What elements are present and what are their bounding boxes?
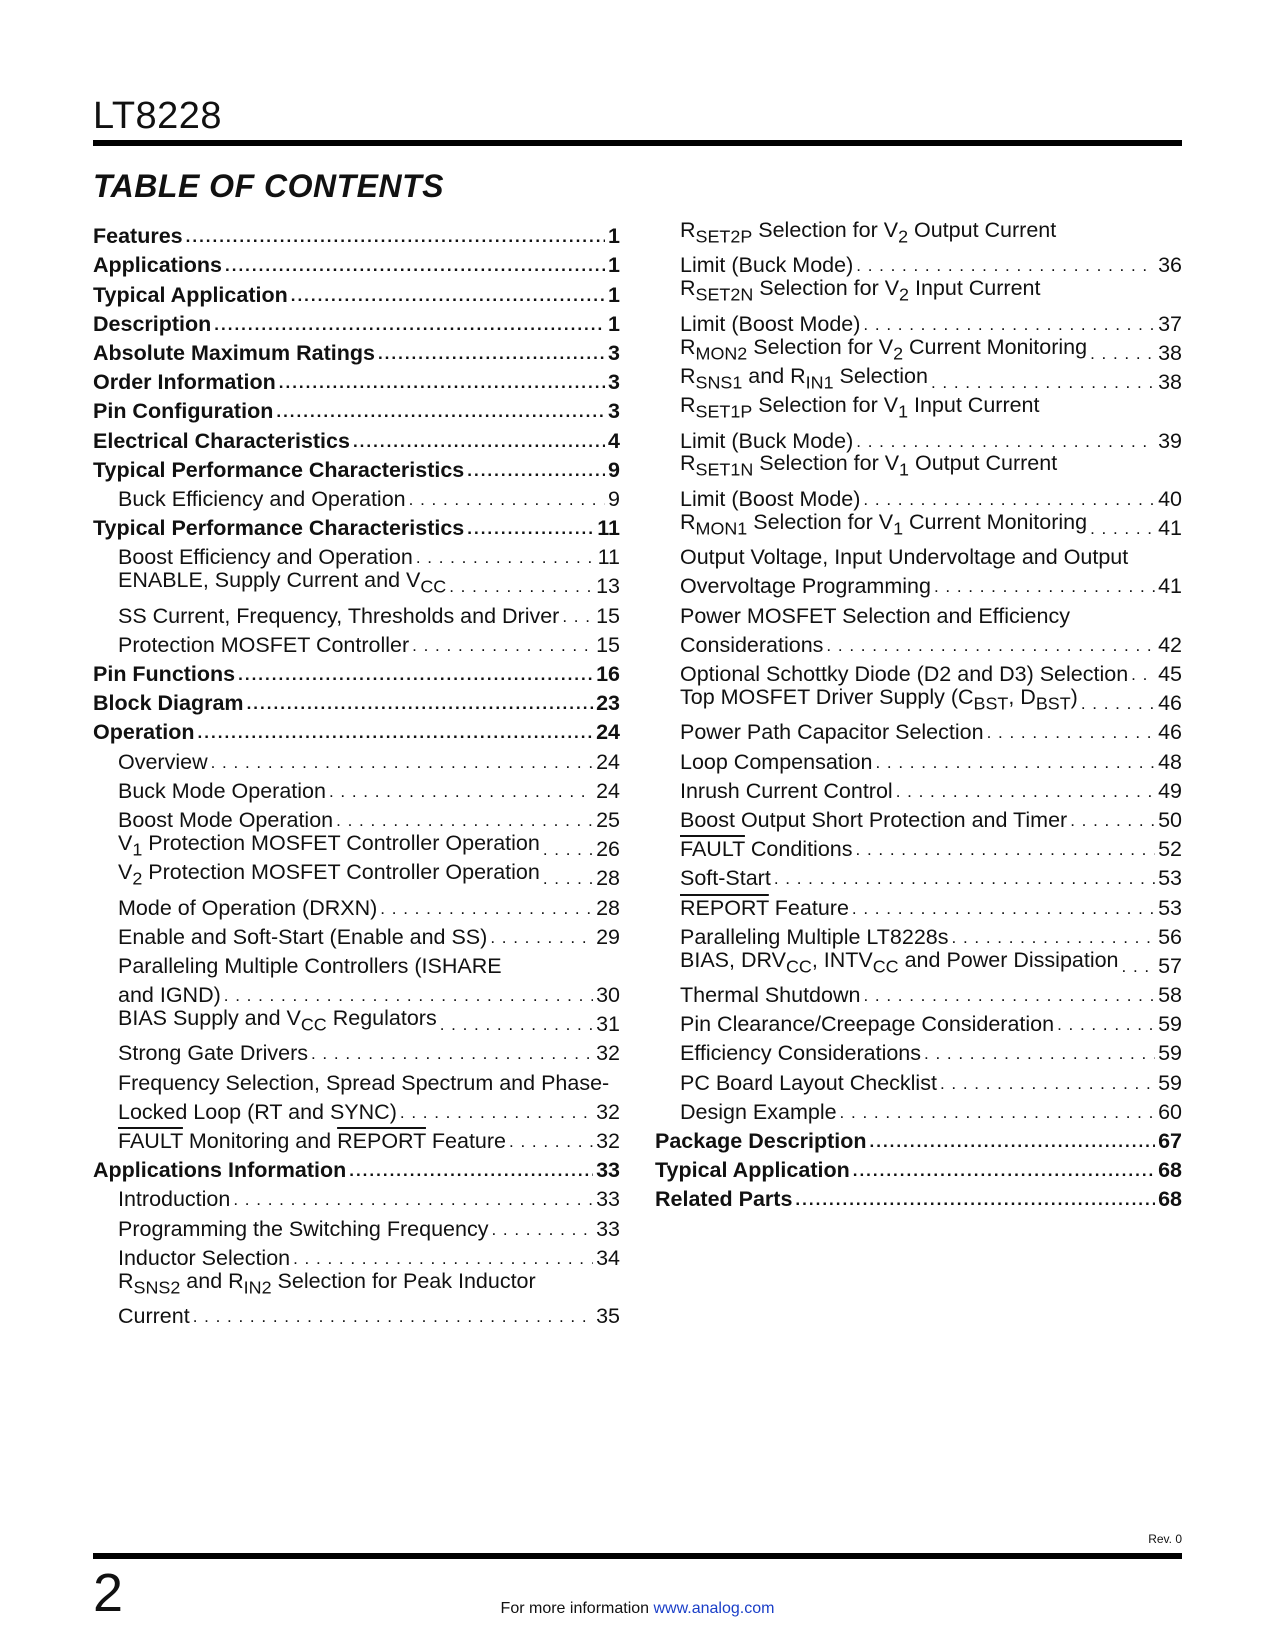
toc-leader-dots (863, 981, 1155, 1010)
toc-entry[interactable] (655, 509, 1182, 543)
toc-entry-page: 46 (1158, 691, 1182, 716)
toc-entry-label: Typical Application (93, 282, 288, 307)
toc-entry-page: 32 (596, 1099, 620, 1124)
toc-entry[interactable] (655, 276, 1182, 309)
toc-entry[interactable] (93, 1268, 620, 1302)
toc-entry-label: Block Diagram (93, 691, 244, 716)
toc-entry-page: 33 (596, 1158, 620, 1183)
toc-leader-dots (211, 748, 593, 777)
footer-info-text: For more information (500, 1600, 650, 1617)
toc-leader-dots (186, 222, 605, 251)
toc-entry-label: Output Voltage, Input Undervoltage and Output (680, 545, 1129, 570)
toc-entry[interactable] (93, 777, 620, 806)
toc-entry-label: Mode of Operation (DRXN) (118, 895, 378, 920)
toc-entry-label: Package Description (655, 1129, 867, 1153)
toc-entry-label: and IGND) (118, 983, 221, 1008)
toc-entry-page: 39 (1158, 428, 1182, 453)
toc-entry-page: 13 (596, 574, 620, 599)
footer-rule (93, 1553, 1182, 1559)
toc-entry-label: Limit (Buck Mode) (680, 253, 854, 278)
toc-entry-label: Overvoltage Programming (680, 574, 931, 599)
toc-entry[interactable] (93, 1098, 620, 1127)
toc-entry[interactable] (655, 601, 1182, 630)
toc-leader-dots (490, 923, 593, 952)
toc-entry-label: Typical Performance Characteristics (93, 516, 465, 541)
toc-entry[interactable] (93, 568, 620, 601)
toc-entry-label: Frequency Selection, Spread Spectrum and Phase- (118, 1070, 610, 1095)
toc-entry-page: 56 (1158, 924, 1182, 949)
toc-entry[interactable] (93, 1068, 620, 1097)
toc-entry-page: 3 (608, 399, 620, 424)
toc-entry-label: Limit (Buck Mode) (680, 428, 854, 453)
toc-leader-dots (279, 368, 605, 397)
header-rule (93, 140, 1182, 146)
toc-leader-dots (467, 456, 605, 485)
toc-entry-page: 32 (596, 1129, 620, 1153)
toc-entry-label: Thermal Shutdown (680, 983, 861, 1008)
toc-leader-dots (378, 339, 605, 368)
toc-leader-dots (291, 281, 605, 310)
toc-entry[interactable] (655, 806, 1182, 835)
toc-entry-label: SS Current, Frequency, Thresholds and Driver (118, 603, 560, 628)
toc-entry-page: 68 (1158, 1187, 1182, 1212)
toc-entry-page: 24 (596, 749, 620, 774)
toc-entry[interactable] (655, 1156, 1182, 1185)
toc-entry-label: Strong Gate Drivers (118, 1041, 308, 1066)
toc-leader-dots (562, 602, 593, 631)
toc-entry-label: Electrical Characteristics (93, 428, 350, 453)
toc-entry-page: 28 (596, 895, 620, 920)
toc-entry-page: 1 (608, 311, 620, 336)
toc-entry[interactable] (93, 952, 620, 981)
toc-leader-dots (940, 1069, 1155, 1098)
toc-entry-label: FAULT Monitoring and REPORT Feature (118, 1129, 507, 1153)
toc-entry-label: Programming the Switching Frequency (118, 1216, 489, 1241)
toc-entry-label: Paralleling Multiple Controllers (ISHARE (118, 953, 502, 978)
toc-entry-page: 1 (608, 224, 620, 249)
toc-entry-page: 11 (597, 545, 620, 570)
toc-leader-dots (1081, 689, 1155, 718)
toc-leader-dots (412, 631, 593, 660)
toc-entry[interactable] (93, 251, 620, 280)
toc-entry-label: Features (93, 224, 183, 249)
toc-entry-label: $V_2$ Protection MOSFET Controller Operation (118, 860, 540, 889)
toc-entry[interactable] (655, 684, 1182, 718)
toc-leader-dots (934, 572, 1155, 601)
toc-entry-page: 59 (1158, 1070, 1182, 1095)
toc-entry-page: 23 (596, 691, 620, 716)
toc-entry[interactable] (655, 1010, 1182, 1039)
toc-entry[interactable] (655, 835, 1182, 864)
toc-leader-dots (380, 894, 593, 923)
toc-entry[interactable] (93, 368, 620, 397)
toc-entry-page: 3 (608, 340, 620, 365)
toc-entry-page: 15 (596, 632, 620, 657)
toc-entry[interactable] (655, 451, 1182, 485)
toc-leader-dots (276, 397, 605, 426)
toc-leader-dots (349, 1156, 593, 1185)
section-title: TABLE OF CONTENTS (93, 168, 444, 204)
toc-entry-page: 31 (596, 1012, 620, 1037)
toc-leader-dots (543, 864, 593, 893)
toc-entry-label: Related Parts (655, 1187, 793, 1212)
toc-entry-label: BIAS Supply and $V_{CC}$ Regulators (118, 1005, 437, 1035)
toc-entry-page: 29 (596, 924, 620, 949)
toc-entry[interactable] (655, 572, 1182, 601)
toc-entry[interactable] (655, 1098, 1182, 1127)
toc-entry-page: 4 (608, 428, 620, 453)
toc-entry-label: FAULT Conditions (680, 837, 853, 862)
toc-leader-dots (774, 864, 1155, 893)
toc-leader-dots (353, 427, 605, 456)
toc-leader-dots (875, 748, 1155, 777)
toc-entry-page: 53 (1158, 866, 1182, 891)
toc-leader-dots (491, 1215, 593, 1244)
toc-leader-dots (853, 1156, 1155, 1185)
toc-entry-label: $V_1$ Protection MOSFET Controller Operation (118, 830, 540, 860)
toc-leader-dots (987, 718, 1156, 747)
toc-entry[interactable] (93, 1039, 620, 1068)
toc-entry[interactable] (655, 631, 1182, 660)
toc-entry-label: Considerations (680, 632, 824, 657)
toc-entry-page: 68 (1158, 1158, 1182, 1183)
toc-entry[interactable] (655, 1127, 1182, 1156)
toc-entry-page: 34 (596, 1245, 620, 1270)
toc-entry-page: 3 (608, 370, 620, 395)
toc-entry-label: Description (93, 311, 212, 336)
toc-entry-label: Power Path Capacitor Selection (680, 720, 984, 745)
toc-leader-dots (225, 251, 605, 280)
toc-leader-dots (1057, 1010, 1155, 1039)
toc-entry-page: 58 (1158, 983, 1182, 1008)
toc-entry-label: $R_{SET2P}$ Selection for $V_2$ Output Current (680, 217, 1057, 247)
toc-entry-label: $R_{SET1N}$ Selection for $V_1$ Output Current (680, 451, 1058, 480)
toc-entry-label: Optional Schottky Diode (D2 and D3) Selection (680, 662, 1129, 686)
toc-entry-label: Paralleling Multiple LT8228s (680, 924, 949, 949)
toc-left-column (93, 222, 620, 1331)
toc-entry-label: Inductor Selection (118, 1245, 291, 1270)
toc-entry[interactable] (93, 1185, 620, 1214)
toc-entry-label: Current (118, 1304, 190, 1329)
revision-label: Rev. 0 (1148, 1532, 1182, 1546)
toc-leader-dots (247, 689, 594, 718)
toc-leader-dots (311, 1039, 593, 1068)
toc-leader-dots (1090, 339, 1155, 368)
toc-entry-page: 45 (1158, 662, 1182, 686)
toc-entry-label: $R_{MON1}$ Selection for $V_1$ Current Monitoring (680, 509, 1088, 539)
toc-leader-dots (409, 485, 605, 514)
toc-entry-label: Boost Mode Operation (118, 807, 334, 832)
toc-entry-label: ENABLE, Supply Current and $V_{CC}$ (118, 568, 447, 597)
toc-leader-dots (214, 310, 605, 339)
toc-leader-dots (440, 1010, 593, 1039)
footer-info (0, 1600, 1275, 1618)
toc-entry-page: 11 (597, 516, 620, 541)
toc-entry[interactable] (655, 1185, 1182, 1214)
toc-entry[interactable] (93, 1302, 620, 1331)
toc-entry-page: 33 (596, 1187, 620, 1212)
toc-entry[interactable] (655, 543, 1182, 572)
toc-entry[interactable] (655, 893, 1182, 922)
toc-leader-dots (1070, 806, 1155, 835)
toc-entry-page: 1 (608, 253, 620, 278)
toc-entry[interactable] (93, 339, 620, 368)
toc-entry[interactable] (93, 718, 620, 747)
toc-entry-page: 57 (1158, 953, 1182, 978)
toc-entry-page: 30 (596, 983, 620, 1008)
toc-entry-page: 33 (596, 1216, 620, 1241)
toc-entry-label: BIAS, $DRV_{CC}$, $INTV_{CC}$ and Power Dissipation (680, 947, 1119, 976)
toc-entry-label: Typical Application (655, 1158, 850, 1183)
toc-leader-dots (1122, 952, 1156, 981)
toc-entry[interactable] (655, 947, 1182, 981)
toc-entry[interactable] (93, 860, 620, 893)
toc-entry[interactable] (655, 747, 1182, 776)
toc-entry-label: Typical Performance Characteristics (93, 457, 465, 482)
toc-entry-label: Pin Configuration (93, 399, 274, 424)
toc-leader-dots (852, 894, 1155, 923)
toc-entry[interactable] (93, 456, 620, 485)
toc-entry-label: Efficiency Considerations (680, 1041, 922, 1066)
toc-entry-label: Pin Functions (93, 662, 236, 686)
toc-leader-dots (896, 777, 1155, 806)
toc-entry-page: 9 (608, 457, 620, 482)
toc-entry-page: 37 (1158, 311, 1182, 336)
toc-entry-label: PC Board Layout Checklist (680, 1070, 937, 1095)
toc-entry-label: Locked Loop (RT and SYNC) (118, 1099, 397, 1124)
toc-leader-dots (840, 1098, 1156, 1127)
toc-entry-page: 59 (1158, 1041, 1182, 1066)
toc-entry-label: Operation (93, 720, 195, 745)
toc-entry-label: $R_{SNS2}$ and $R_{IN2}$ Selection for Peak Inductor (118, 1268, 536, 1297)
toc-entry[interactable] (93, 426, 620, 455)
toc-entry[interactable] (93, 485, 620, 514)
toc-entry[interactable] (93, 1127, 620, 1156)
toc-entry[interactable] (655, 1068, 1182, 1097)
toc-entry[interactable] (655, 981, 1182, 1010)
toc-leader-dots (826, 631, 1155, 660)
toc-leader-dots (1131, 660, 1155, 689)
toc-entry-label: Applications Information (93, 1158, 347, 1183)
toc-leader-dots (329, 777, 593, 806)
toc-entry-label: Absolute Maximum Ratings (93, 340, 375, 365)
toc-entry-page: 9 (608, 486, 620, 511)
toc-leader-dots (543, 835, 593, 864)
toc-entry-page: 36 (1158, 253, 1182, 278)
toc-entry[interactable] (93, 222, 620, 251)
toc-entry-label: $R_{SET1P}$ Selection for $V_1$ Input Current (680, 393, 1040, 422)
toc-entry-label: Boost Output Short Protection and Timer (680, 807, 1068, 832)
toc-entry-label: Protection MOSFET Controller (118, 632, 410, 657)
toc-entry-page: 40 (1158, 486, 1182, 511)
toc-entry[interactable] (655, 864, 1182, 893)
toc-leader-dots (467, 514, 594, 543)
toc-entry-label: REPORT Feature (680, 895, 849, 920)
toc-entry-page: 38 (1158, 340, 1182, 365)
toc-entry[interactable] (93, 1156, 620, 1185)
toc-entry-label: Order Information (93, 370, 276, 395)
toc-leader-dots (449, 572, 593, 601)
toc-entry-page: 50 (1158, 807, 1182, 832)
toc-entry-page: 35 (596, 1304, 620, 1329)
toc-entry[interactable] (655, 393, 1182, 426)
toc-entry-label: $R_{SET2N}$ Selection for $V_2$ Input Current (680, 276, 1041, 305)
toc-leader-dots (193, 1302, 593, 1331)
footer-link[interactable]: www.analog.com (653, 1600, 775, 1617)
toc-leader-dots (400, 1098, 593, 1127)
toc-entry[interactable] (93, 397, 620, 426)
toc-entry[interactable] (93, 631, 620, 660)
toc-entry-page: 52 (1158, 837, 1182, 862)
toc-leader-dots (1090, 514, 1155, 543)
toc-entry[interactable] (655, 1039, 1182, 1068)
toc-entry-page: 25 (596, 807, 620, 832)
toc-leader-dots (238, 660, 593, 689)
toc-entry-page: 16 (596, 662, 620, 686)
toc-entry-page: 1 (608, 282, 620, 307)
toc-leader-dots (509, 1127, 593, 1156)
toc-entry-page: 15 (596, 603, 620, 628)
toc-entry-label: Boost Efficiency and Operation (118, 545, 413, 570)
toc-entry-label: Applications (93, 253, 223, 278)
toc-entry-label: Enable and Soft-Start (Enable and SS) (118, 924, 488, 949)
document-part-number: LT8228 (93, 95, 223, 137)
toc-entry-page: 42 (1158, 632, 1182, 657)
toc-right-column (655, 217, 1182, 1214)
toc-entry[interactable] (93, 514, 620, 543)
toc-entry[interactable] (655, 217, 1182, 251)
toc-entry[interactable] (93, 689, 620, 718)
toc-entry[interactable] (655, 718, 1182, 747)
toc-entry-label: Inrush Current Control (680, 778, 893, 803)
toc-entry-label: Limit (Boost Mode) (680, 311, 861, 336)
toc-entry-page: 32 (596, 1041, 620, 1066)
toc-entry[interactable] (93, 893, 620, 922)
toc-entry-label: Introduction (118, 1187, 231, 1212)
toc-entry-label: $R_{SNS1}$ and $R_{IN1}$ Selection (680, 363, 928, 393)
toc-entry[interactable] (93, 660, 620, 689)
toc-entry-label: Pin Clearance/Creepage Consideration (680, 1012, 1055, 1037)
toc-entry-label: Loop Compensation (680, 749, 873, 774)
toc-entry-label: Buck Efficiency and Operation (118, 486, 406, 511)
toc-entry-page: 24 (596, 720, 620, 745)
toc-entry-page: 26 (596, 837, 620, 862)
toc-leader-dots (198, 718, 594, 747)
toc-entry-page: 38 (1158, 370, 1182, 395)
toc-entry-label: Buck Mode Operation (118, 778, 326, 803)
toc-entry-label: Limit (Boost Mode) (680, 486, 861, 511)
toc-entry-label: $R_{MON2}$ Selection for $V_2$ Current Monitoring (680, 334, 1088, 363)
toc-entry-page: 28 (596, 866, 620, 891)
toc-leader-dots (924, 1039, 1155, 1068)
toc-entry[interactable] (93, 310, 620, 339)
toc-leader-dots (856, 835, 1156, 864)
toc-entry-page: 24 (596, 778, 620, 803)
toc-entry-label: Overview (118, 749, 208, 774)
page-number: 2 (93, 1563, 124, 1623)
toc-entry-label: Top MOSFET Driver Supply ($C_{BST}$, $D_{BST}$) (680, 684, 1078, 714)
toc-leader-dots (795, 1185, 1155, 1214)
toc-entry-page: 48 (1158, 749, 1182, 774)
toc-entry-page: 46 (1158, 720, 1182, 745)
toc-entry[interactable] (93, 923, 620, 952)
toc-leader-dots (233, 1185, 593, 1214)
toc-entry[interactable] (93, 601, 620, 630)
toc-entry-page: 41 (1158, 516, 1182, 541)
toc-entry[interactable] (655, 777, 1182, 806)
toc-entry-page: 53 (1158, 895, 1182, 920)
toc-leader-dots (870, 1127, 1156, 1156)
toc-entry[interactable] (93, 1214, 620, 1243)
toc-entry-page: 49 (1158, 778, 1182, 803)
toc-entry[interactable] (93, 280, 620, 309)
toc-entry-page: 41 (1158, 574, 1182, 599)
toc-entry-page: 67 (1158, 1129, 1182, 1153)
toc-entry-label: Soft-Start (680, 866, 771, 891)
toc-entry[interactable] (93, 1005, 620, 1039)
toc-entry-label: Power MOSFET Selection and Efficiency (680, 603, 1070, 628)
toc-entry-page: 60 (1158, 1099, 1182, 1124)
toc-entry[interactable] (93, 747, 620, 776)
toc-entry-label: Design Example (680, 1099, 837, 1124)
toc-entry-page: 59 (1158, 1012, 1182, 1037)
